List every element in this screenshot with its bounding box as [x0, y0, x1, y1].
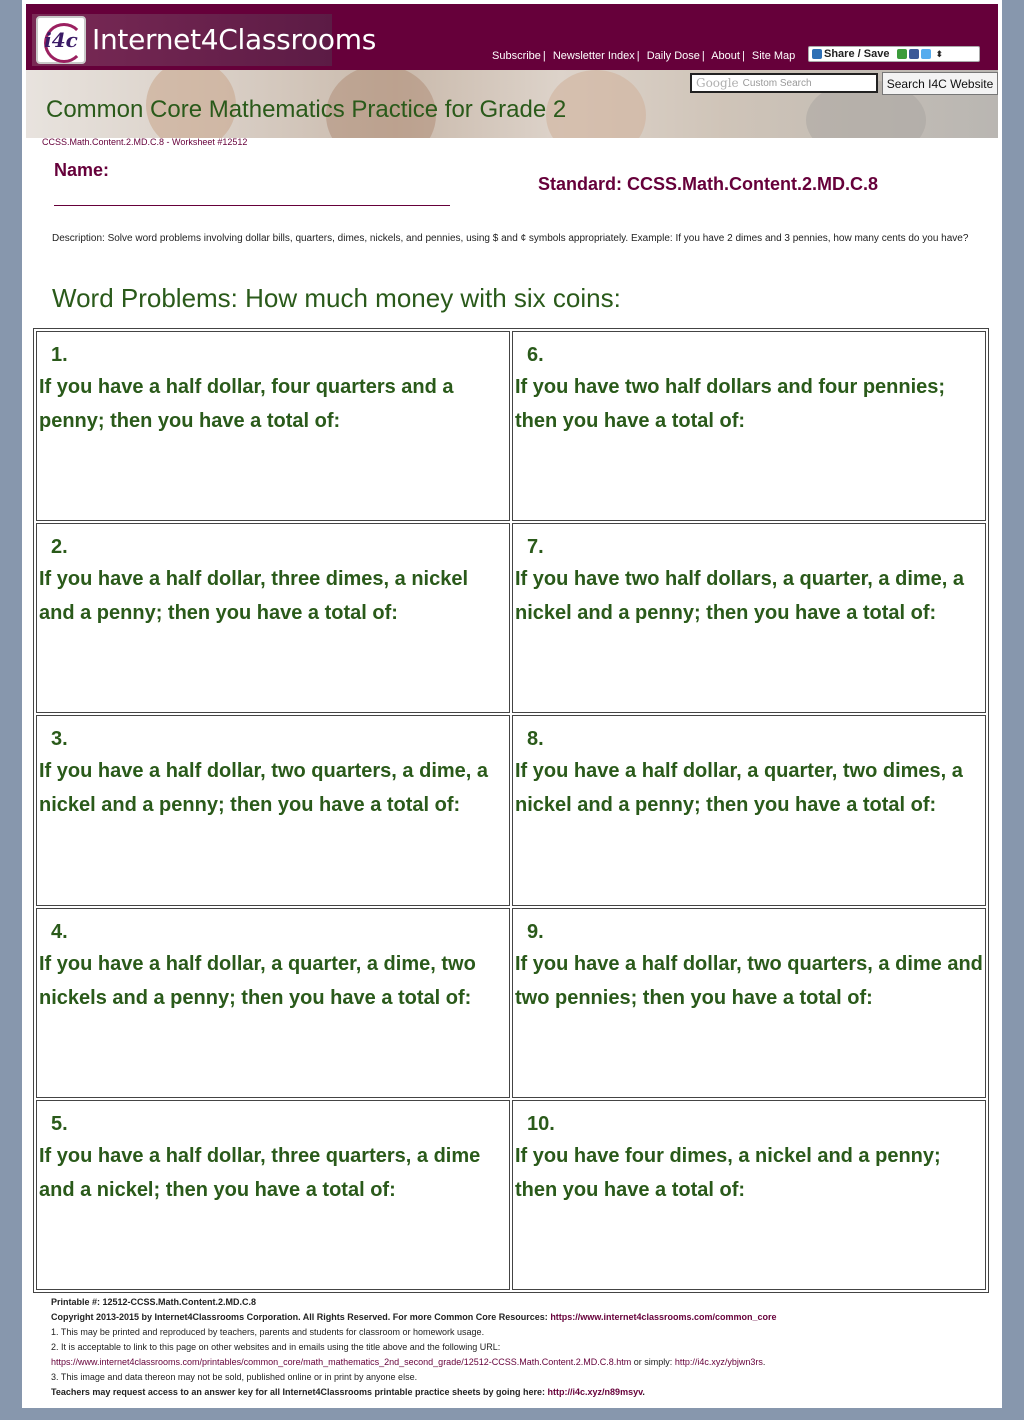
nav-newsletter-index[interactable]: Newsletter Index: [552, 50, 635, 62]
problem-text: If you have four dimes, a nickel and a penny; then you have a total of:: [515, 1144, 941, 1201]
problem-text: If you have a half dollar, three quarters, a dime and a nickel; then you have a total of:: [39, 1144, 481, 1201]
problem-text: If you have a half dollar, a quarter, a dime, two nickels and a penny; then you have a total of:: [39, 952, 476, 1009]
logo-badge-icon: i4c: [36, 16, 86, 64]
footer-line-1: 1. This may be printed and reproduced by teachers, parents and students for classroom or homework usage.: [51, 1327, 485, 1337]
problem-cell: [36, 1100, 510, 1290]
problem-number: 4.: [51, 920, 68, 943]
worksheet-url-link[interactable]: https://www.internet4classrooms.com/printables/common_core/math_mathematics_2nd_second_grade/12512-CCSS.Math.Content.2.MD.C.8.htm: [51, 1357, 632, 1367]
problem-number: 1.: [51, 344, 68, 366]
problem-cell: [36, 523, 510, 713]
problem-cell: [512, 331, 986, 521]
plus-icon: [812, 49, 822, 59]
problem-number: 2.: [51, 536, 68, 559]
google-logo: Google: [696, 76, 739, 90]
search-input[interactable]: [690, 73, 878, 93]
problem-text: If you have two half dollars and four pennies; then you have a total of:: [515, 376, 946, 432]
page: [22, 0, 1002, 1408]
problem-cell: [36, 908, 510, 1098]
problem-cell: [512, 523, 986, 713]
footer-printable: Printable #: 12512-CCSS.Math.Content.2.MD.C.8: [51, 1297, 257, 1307]
problem-cell: [512, 1100, 986, 1290]
share-save-button[interactable]: [808, 46, 980, 62]
standard-label: Standard: CCSS.Math.Content.2.MD.C.8: [538, 174, 879, 194]
problem-cell: [36, 715, 510, 905]
page-title: Common Core Mathematics Practice for Grade 2: [46, 96, 567, 123]
problem-number: 6.: [527, 344, 544, 366]
problem-number: 7.: [527, 536, 544, 559]
chevron-updown-icon: ⬍: [935, 48, 943, 59]
name-label: Name:: [54, 160, 110, 180]
problem-number: 5.: [51, 1112, 68, 1135]
problem-text: If you have a half dollar, two quarters, a dime and two pennies; then you have a total of:: [515, 952, 983, 1009]
problem-number: 8.: [527, 728, 544, 751]
problem-cell: [512, 908, 986, 1098]
search-button[interactable]: Search I4C Website: [882, 72, 998, 95]
problem-text: If you have a half dollar, a quarter, two dimes, a nickel and a penny; then you have a total of:: [515, 760, 963, 817]
nav-about[interactable]: About: [711, 50, 740, 62]
description: Description: Solve word problems involving dollar bills, quarters, dimes, nickels, and pennies, using $ and ¢ symbols appropriately. Example: If you have 2 dimes and 3 pennies, how many cents do you have?: [52, 233, 969, 244]
problem-text: If you have a half dollar, four quarters and a penny; then you have a total of:: [39, 376, 454, 432]
name-line: [54, 205, 450, 206]
footer: [51, 1295, 981, 1400]
share-label: Share / Save: [824, 48, 890, 60]
search-placeholder: Custom Search: [742, 77, 812, 89]
nav-subscribe[interactable]: Subscribe: [492, 50, 541, 62]
problem-number: 9.: [527, 920, 544, 943]
twitter-icon: [921, 49, 931, 59]
answer-key-link[interactable]: http://i4c.xyz/n89msyv: [547, 1387, 643, 1397]
site-logo[interactable]: [32, 14, 376, 66]
nav-daily-dose[interactable]: Daily Dose: [646, 50, 700, 62]
problem-cell: [512, 715, 986, 905]
problem-text: If you have a half dollar, two quarters, a dime, a nickel and a penny; then you have a total of:: [39, 760, 489, 817]
problem-number: 3.: [51, 728, 68, 751]
problem-text: If you have two half dollars, a quarter, a dime, a nickel and a penny; then you have a total of:: [515, 568, 965, 625]
footer-answer-key: Teachers may request access to an answer key for all Internet4Classrooms printable practice sheets by going here: http://i4c.xyz/n89msyv.: [51, 1387, 645, 1397]
footer-copyright: Copyright 2013-2015 by Internet4Classrooms Corporation. All Rights Reserved. For more Common Core Resources: https://www.internet4classrooms.com/common_core: [51, 1312, 777, 1322]
email-icon: [897, 49, 907, 59]
top-nav: Subscribe | Newsletter Index | Daily Dose | About | Site Map: [492, 50, 796, 62]
footer-urls: https://www.internet4classrooms.com/printables/common_core/math_mathematics_2nd_second_grade/12512-CCSS.Math.Content.2.MD.C.8.htm or simply: http://i4c.xyz/ybjwn3rs.: [51, 1357, 766, 1367]
problems-table: [33, 328, 989, 1293]
breadcrumb: CCSS.Math.Content.2.MD.C.8 - Worksheet #12512: [42, 137, 248, 147]
problem-number: 10.: [527, 1112, 555, 1135]
footer-line-2: 2. It is acceptable to link to this page on other websites and in emails using the title above and the following URL:: [51, 1342, 501, 1352]
common-core-link[interactable]: https://www.internet4classrooms.com/common_core: [550, 1312, 777, 1322]
problem-cell: [36, 331, 510, 521]
banner: [26, 70, 998, 138]
short-url-link[interactable]: http://i4c.xyz/ybjwn3rs: [674, 1357, 763, 1367]
section-heading: Word Problems: How much money with six coins:: [52, 283, 621, 313]
logo-text: Internet4Classrooms: [92, 23, 376, 56]
footer-line-3: 3. This image and data thereon may not be sold, published online or in print by anyone else.: [51, 1372, 418, 1382]
site-header: [26, 4, 998, 70]
problem-text: If you have a half dollar, three dimes, a nickel and a penny; then you have a total of:: [39, 568, 469, 625]
facebook-icon: [909, 49, 919, 59]
nav-site-map[interactable]: Site Map: [751, 50, 796, 62]
